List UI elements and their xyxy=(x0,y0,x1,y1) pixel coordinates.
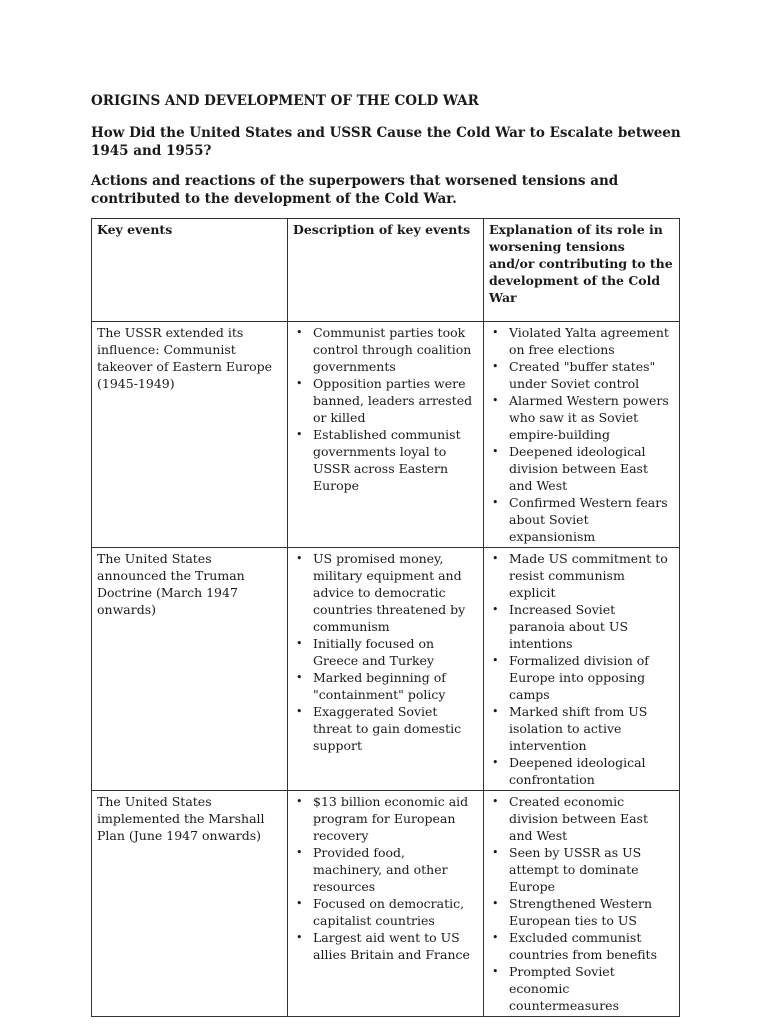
list-item: • Confirmed Western fears about Soviet expansionism xyxy=(509,494,673,545)
header-explanation: Explanation of its role in worsening tensions and/or contributing to the development of the Cold War xyxy=(484,219,680,322)
description-list xyxy=(293,550,477,754)
explanation-cell xyxy=(484,322,680,548)
list-item: • Increased Soviet paranoia about US intentions xyxy=(509,601,673,652)
list-item: • Initially focused on Greece and Turkey xyxy=(313,635,477,669)
list-item: • Formalized division of Europe into opposing camps xyxy=(509,652,673,703)
list-item: • Excluded communist countries from benefits xyxy=(509,929,673,963)
key-events-table xyxy=(91,218,680,1017)
list-item: • $13 billion economic aid program for European recovery xyxy=(313,793,477,844)
list-item: • Largest aid went to US allies Britain and France xyxy=(313,929,477,963)
list-item: • Communist parties took control through coalition governments xyxy=(313,324,477,375)
list-item: • Exaggerated Soviet threat to gain domestic support xyxy=(313,703,477,754)
essay-question: How Did the United States and USSR Cause the Cold War to Escalate between 1945 and 1955? xyxy=(91,125,681,159)
table-intro: Actions and reactions of the superpowers that worsened tensions and contributed to the development of the Cold War. xyxy=(91,173,619,207)
explanation-list xyxy=(489,793,673,1014)
table-row xyxy=(92,322,680,548)
list-item: • Prompted Soviet economic countermeasures xyxy=(509,963,673,1014)
list-item: • Created economic division between East and West xyxy=(509,793,673,844)
list-item: • Violated Yalta agreement on free elections xyxy=(509,324,673,358)
header-key-events: Key events xyxy=(92,219,288,322)
explanation-list xyxy=(489,550,673,788)
list-item: • Deepened ideological confrontation xyxy=(509,754,673,788)
header-description: Description of key events xyxy=(288,219,484,322)
explanation-cell xyxy=(484,548,680,791)
explanation-cell xyxy=(484,791,680,1017)
description-list xyxy=(293,324,477,494)
description-list xyxy=(293,793,477,963)
list-item: • Created "buffer states" under Soviet control xyxy=(509,358,673,392)
list-item: • Marked beginning of "containment" policy xyxy=(313,669,477,703)
list-item: • Alarmed Western powers who saw it as Soviet empire-building xyxy=(509,392,673,443)
list-item: • Seen by USSR as US attempt to dominate Europe xyxy=(509,844,673,895)
list-item: • Made US commitment to resist communism explicit xyxy=(509,550,673,601)
list-item: • Established communist governments loyal to USSR across Eastern Europe xyxy=(313,426,477,494)
event-cell: The United States implemented the Marshall Plan (June 1947 onwards) xyxy=(92,791,288,1017)
event-cell: The USSR extended its influence: Communist takeover of Eastern Europe (1945-1949) xyxy=(92,322,288,548)
list-item: • US promised money, military equipment and advice to democratic countries threatened by communism xyxy=(313,550,477,635)
document-title: ORIGINS AND DEVELOPMENT OF THE COLD WAR xyxy=(91,93,479,109)
table-row xyxy=(92,548,680,791)
list-item: • Strengthened Western European ties to US xyxy=(509,895,673,929)
list-item: • Deepened ideological division between East and West xyxy=(509,443,673,494)
description-cell xyxy=(288,322,484,548)
table-header-row xyxy=(92,219,680,322)
event-cell: The United States announced the Truman Doctrine (March 1947 onwards) xyxy=(92,548,288,791)
list-item: • Provided food, machinery, and other resources xyxy=(313,844,477,895)
document-page xyxy=(91,92,681,1017)
description-cell xyxy=(288,791,484,1017)
description-cell xyxy=(288,548,484,791)
explanation-list xyxy=(489,324,673,545)
table-row xyxy=(92,791,680,1017)
list-item: • Marked shift from US isolation to active intervention xyxy=(509,703,673,754)
list-item: • Opposition parties were banned, leaders arrested or killed xyxy=(313,375,477,426)
list-item: • Focused on democratic, capitalist countries xyxy=(313,895,477,929)
